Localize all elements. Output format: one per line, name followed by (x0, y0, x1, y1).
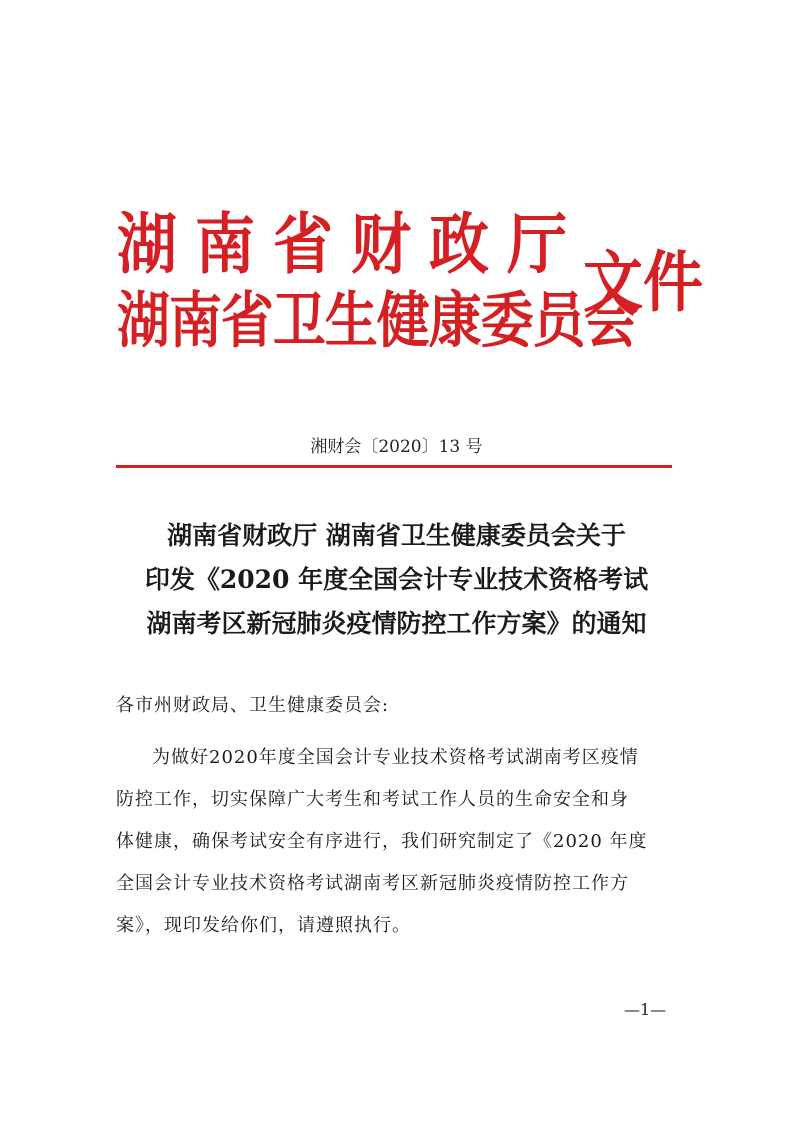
title-line: 湖南考区新冠肺炎疫情防控工作方案》的通知 (146, 609, 647, 638)
body-line: 体健康，确保考试安全有序进行，我们研究制定了《2020 年度 (116, 831, 648, 852)
title-line: 印发《2020 年度全国会计专业技术资格考试 (144, 565, 649, 594)
body-line: 全国会计专业技术资格考试湖南考区新冠肺炎疫情防控工作方 (116, 873, 629, 894)
red-separator-line (116, 465, 672, 468)
salutation: 各市州财政局、卫生健康委员会: (116, 695, 390, 716)
body-paragraph (116, 737, 676, 947)
document-title (100, 514, 693, 646)
body-line: 防控工作，切实保障广大考生和考试工作人员的生命安全和身 (116, 789, 629, 810)
body-line: 为做好2020年度全国会计专业技术资格考试湖南考区疫情 (152, 747, 639, 768)
masthead-issuer-health: 湖南省卫生健康委员会 (117, 284, 637, 356)
page-number: —1— (624, 1000, 667, 1019)
document-number: 湘财会〔2020〕13 号 (310, 437, 483, 457)
masthead-issuer-finance: 湖南省财政厅 (117, 206, 585, 284)
title-line: 湖南省财政厅 湖南省卫生健康委员会关于 (167, 521, 626, 550)
masthead-document-suffix: 文件 (583, 244, 703, 322)
body-line: 案》，现印发给你们，请遵照执行。 (116, 915, 411, 936)
